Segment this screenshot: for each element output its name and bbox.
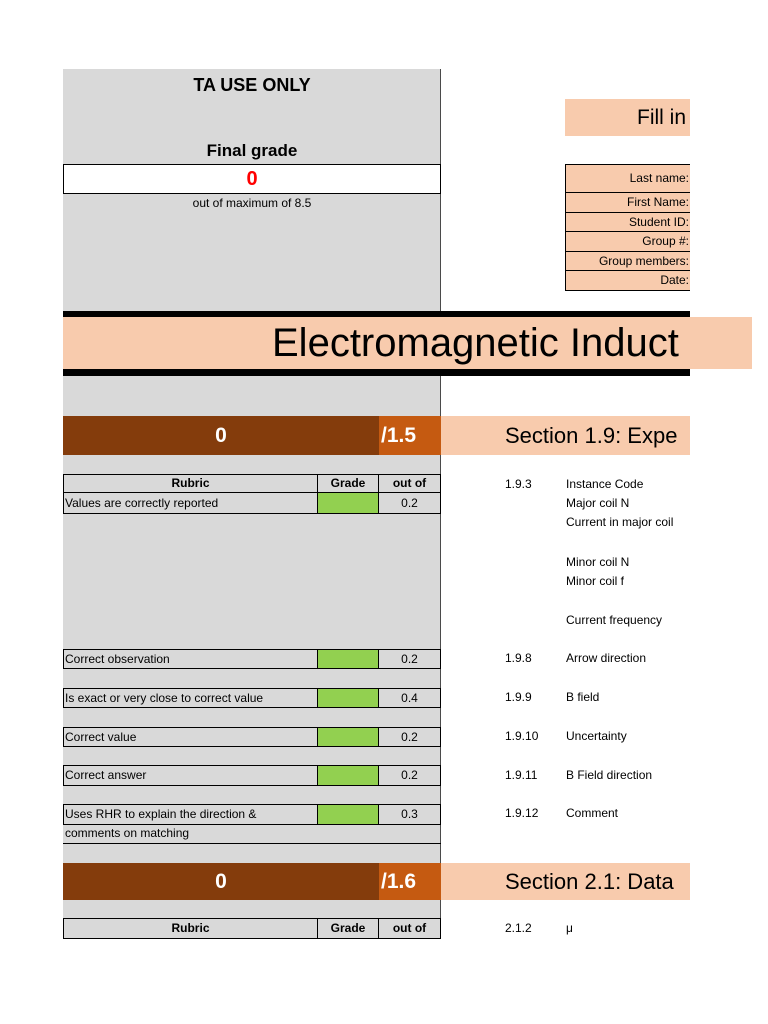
field-label-group-members: Group members: <box>565 251 690 270</box>
rubric-row <box>63 649 441 669</box>
rubric-row <box>63 688 441 708</box>
grade-column-header: Grade <box>318 475 379 492</box>
section-heading: Section 2.1: Data <box>441 863 690 900</box>
final-grade-max-note: out of maximum of 8.5 <box>192 196 312 210</box>
rubric-row <box>63 492 441 514</box>
grade-input-cell[interactable] <box>318 728 379 746</box>
rubric-criterion: Correct value <box>64 728 318 746</box>
item-label: Instance Code <box>566 477 644 491</box>
rubric-row <box>63 727 441 747</box>
item-label: μ <box>566 921 573 935</box>
fill-in-title-text: Fill in <box>637 106 687 129</box>
field-label-date: Date: <box>565 270 690 291</box>
final-grade-label: Final grade <box>206 141 298 160</box>
item-label: Major coil N <box>566 496 630 510</box>
rubric-criterion: Values are correctly reported <box>64 493 318 513</box>
section-max-score: /1.6 <box>379 863 441 900</box>
rubric-criterion: Correct observation <box>64 650 318 668</box>
item-code: 1.9.9 <box>505 690 532 704</box>
item-label: Comment <box>566 806 619 820</box>
grade-input-cell[interactable] <box>318 650 379 668</box>
item-code: 2.1.2 <box>505 921 532 935</box>
section-score: 0 <box>63 863 379 900</box>
rubric-header-row <box>63 918 441 939</box>
rubric-out-of: 0.2 <box>401 768 418 782</box>
rubric-out-of: 0.4 <box>401 691 418 705</box>
rubric-criterion-continued: comments on matching <box>63 824 441 844</box>
field-label-first-name: First Name: <box>565 192 690 212</box>
rubric-out-of: 0.2 <box>401 652 418 666</box>
item-label: B field <box>566 690 600 704</box>
rubric-header-row <box>63 474 441 493</box>
rubric-column-header: Rubric <box>64 919 318 938</box>
rubric-row <box>63 804 441 825</box>
fill-in-title <box>565 99 690 136</box>
item-code: 1.9.11 <box>505 768 538 782</box>
item-code: 1.9.12 <box>505 806 539 820</box>
field-label-student-id: Student ID: <box>565 212 690 231</box>
field-label-last-name: Last name: <box>565 164 690 192</box>
ta-use-only-heading: TA USE ONLY <box>193 75 311 95</box>
section-heading: Section 1.9: Expe <box>441 416 690 455</box>
rubric-out-of: 0.2 <box>401 730 418 744</box>
rubric-row <box>63 765 441 786</box>
out-of-column-header: out of <box>392 921 427 935</box>
rubric-criterion: Correct answer <box>64 766 318 785</box>
title-rule-bottom <box>63 369 690 376</box>
rubric-criterion: Is exact or very close to correct value <box>64 689 318 707</box>
section-score: 0 <box>63 416 379 455</box>
grade-input-cell[interactable] <box>318 493 379 513</box>
grade-input-cell[interactable] <box>318 689 379 707</box>
item-code: 1.9.3 <box>505 477 532 491</box>
item-label: Minor coil f <box>566 574 625 588</box>
item-label: Current in major coil <box>566 515 674 529</box>
final-grade-value: 0 <box>63 164 441 194</box>
rubric-criterion: Uses RHR to explain the direction & <box>64 805 318 824</box>
grade-input-cell[interactable] <box>318 766 379 785</box>
page-title: Electromagnetic Induct <box>272 321 679 365</box>
item-label: Uncertainty <box>566 729 627 743</box>
item-code: 1.9.10 <box>505 729 539 743</box>
item-label: Minor coil N <box>566 555 630 569</box>
rubric-out-of: 0.2 <box>401 496 418 510</box>
rubric-out-of: 0.3 <box>401 807 418 821</box>
grade-column-header: Grade <box>318 919 379 938</box>
item-label: Current frequency <box>566 613 663 627</box>
student-info-form <box>565 164 690 291</box>
section-max-score: /1.5 <box>379 416 441 455</box>
field-label-group-number: Group #: <box>565 231 690 251</box>
out-of-column-header: out of <box>392 476 427 490</box>
item-label: B Field direction <box>566 768 653 782</box>
rubric-column-header: Rubric <box>64 475 318 492</box>
grade-input-cell[interactable] <box>318 805 379 824</box>
item-label: Arrow direction <box>566 651 647 665</box>
item-code: 1.9.8 <box>505 651 532 665</box>
